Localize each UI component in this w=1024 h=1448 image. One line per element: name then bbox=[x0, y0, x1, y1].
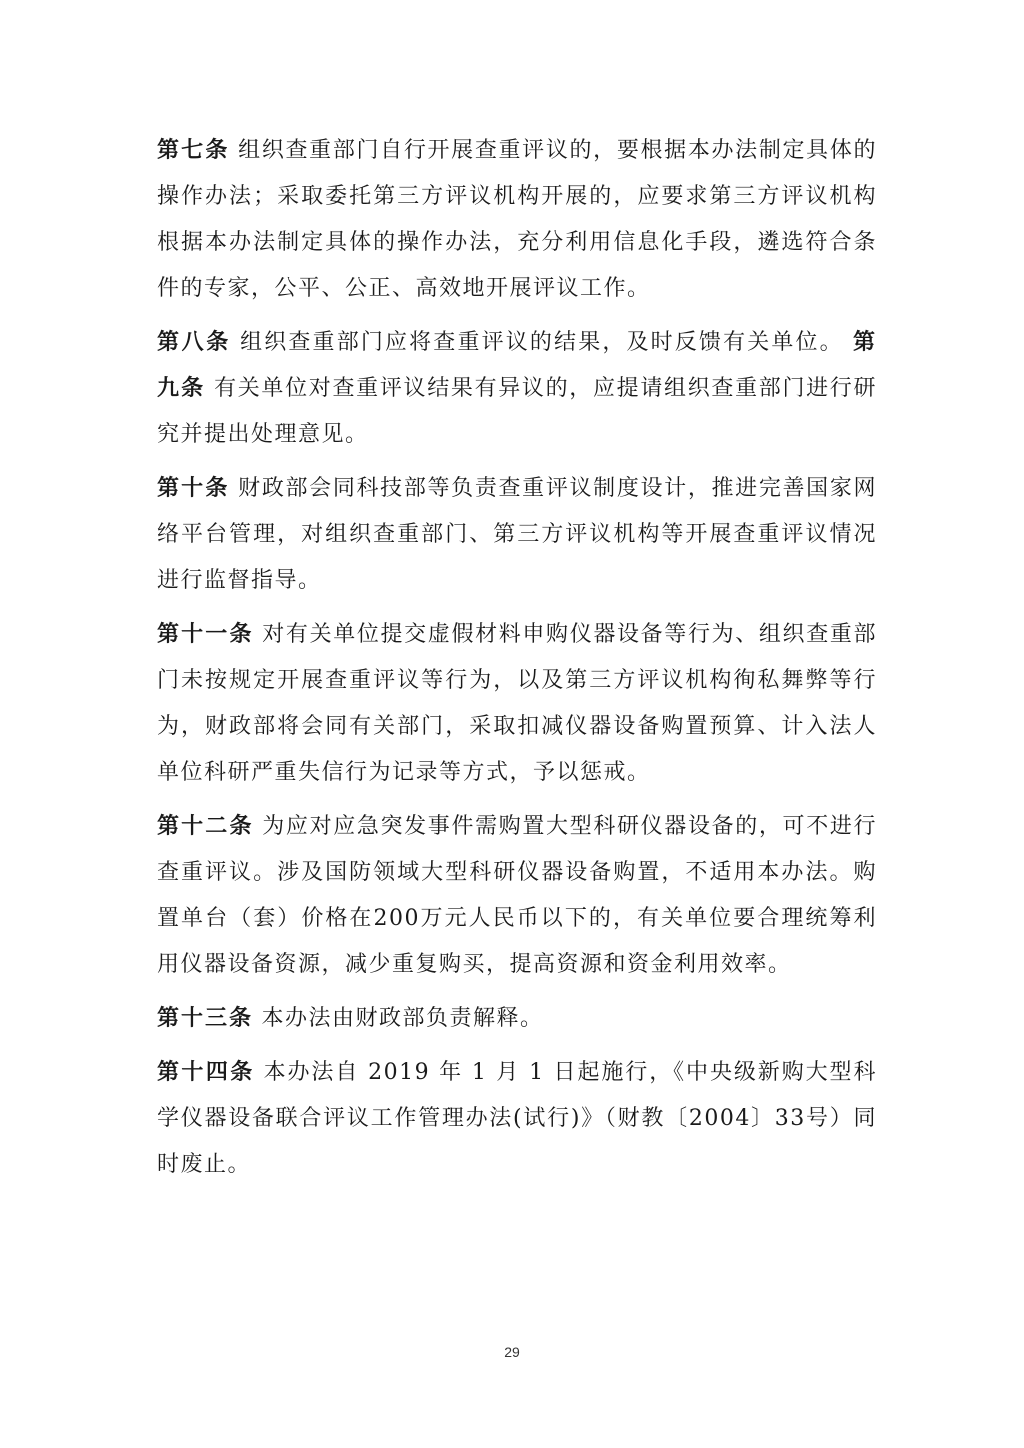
body-text bbox=[157, 128, 877, 1196]
article-8-9 bbox=[157, 320, 877, 458]
article-heading: 第八条 bbox=[157, 330, 231, 355]
article-text: 本办法自 2019 年 1 月 1 日起施行，《中央级新购大型科学仪器设备联合评议工作管理办法(试行)》（财教〔2004〕33号）同时废止。 bbox=[157, 1060, 877, 1177]
article-12 bbox=[157, 804, 877, 988]
article-text: 有关单位对查重评议结果有异议的，应提请组织查重部门进行研究并提出处理意见。 bbox=[157, 376, 877, 447]
article-text: 为应对应急突发事件需购置大型科研仪器设备的，可不进行查重评议。涉及国防领域大型科研仪器设备购置，不适用本办法。购置单台（套）价格在200万元人民币以下的，有关单位要合理统筹利用仪器设备资源，减少重复购买，提高资源和资金利用效率。 bbox=[157, 814, 877, 977]
article-text: 本办法由财政部负责解释。 bbox=[261, 1006, 544, 1031]
article-text: 组织查重部门应将查重评议的结果，及时反馈有关单位。 bbox=[240, 330, 844, 355]
article-10 bbox=[157, 466, 877, 604]
article-heading: 第十一条 bbox=[157, 622, 254, 647]
article-heading: 第七条 bbox=[157, 138, 230, 163]
article-7 bbox=[157, 128, 877, 312]
article-text: 组织查重部门自行开展查重评议的，要根据本办法制定具体的操作办法；采取委托第三方评议机构开展的，应要求第三方评议机构根据本办法制定具体的操作办法，充分利用信息化手段，遴选符合条件的专家，公平、公正、高效地开展评议工作。 bbox=[157, 138, 877, 301]
article-13 bbox=[157, 996, 877, 1042]
article-11 bbox=[157, 612, 877, 796]
article-text: 对有关单位提交虚假材料申购仪器设备等行为、组织查重部门未按规定开展查重评议等行为，以及第三方评议机构徇私舞弊等行为，财政部将会同有关部门，采取扣减仪器设备购置预算、计入法人单位科研严重失信行为记录等方式，予以惩戒。 bbox=[157, 622, 877, 785]
page-number: 29 bbox=[504, 1344, 520, 1360]
article-heading: 第十三条 bbox=[157, 1006, 254, 1031]
article-heading: 第十二条 bbox=[157, 814, 254, 839]
article-text: 财政部会同科技部等负责查重评议制度设计，推进完善国家网络平台管理，对组织查重部门、第三方评议机构等开展查重评议情况进行监督指导。 bbox=[157, 476, 877, 593]
article-heading: 第九条 bbox=[157, 330, 877, 401]
article-heading: 第十条 bbox=[157, 476, 230, 501]
article-heading: 第十四条 bbox=[157, 1060, 255, 1085]
article-14 bbox=[157, 1050, 877, 1188]
